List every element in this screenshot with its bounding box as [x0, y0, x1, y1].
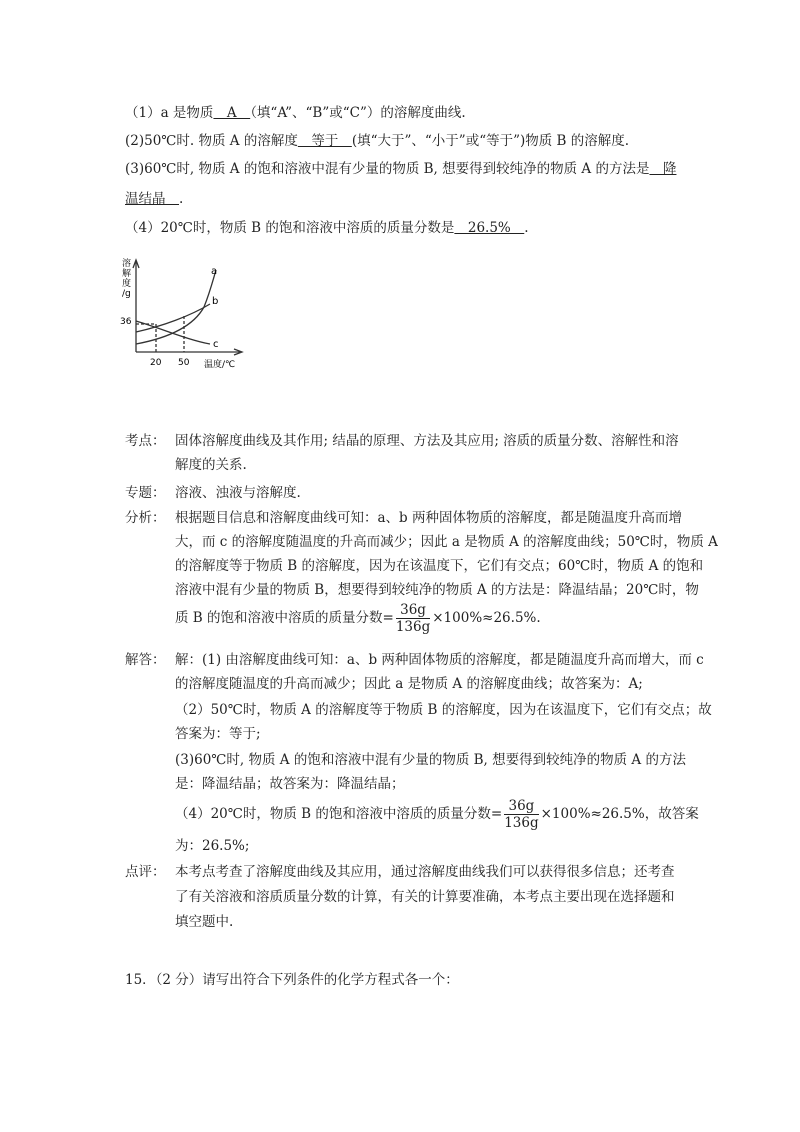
x-tick-50: 50	[178, 358, 190, 368]
fenxi-fraction	[396, 602, 430, 635]
curve-label-b: b	[212, 296, 219, 307]
kaodian-text-2: 解度的关系.	[175, 457, 247, 473]
fenxi-denominator: 136g	[395, 619, 431, 635]
jieda-denominator: 136g	[504, 815, 539, 831]
kaodian-text-1: 固体溶解度曲线及其作用; 结晶的原理、方法及其应用; 溶质的质量分数、溶解性和溶	[175, 433, 679, 449]
q14-4-text: （4）20℃时，物质 B 的饱和溶液中溶质的质量分数是	[125, 220, 455, 236]
fenxi-label: 分析：	[125, 510, 166, 526]
q14-2-text-b: (填“大于”、“小于”或“等于”)物质 B 的溶解度.	[351, 133, 630, 149]
q14-line-5	[125, 218, 529, 238]
jieda-numerator: 36g	[504, 798, 538, 815]
curve-label-c: c	[213, 339, 219, 350]
curve-b	[136, 304, 210, 332]
fenxi-text-1: 根据题目信息和溶解度曲线可知：a、b 两种固体物质的溶解度，都是随温度升高而增	[175, 510, 682, 526]
fenxi-text-5b: ×100%≈26.5%.	[432, 610, 541, 626]
jieda-text-7a: （4）20℃时，物质 B 的饱和溶液中溶质的质量分数=	[175, 806, 503, 822]
jieda-text-4: 答案为：等于;	[175, 726, 261, 742]
q14-1-text: （1）a 是物质	[125, 105, 214, 121]
kaodian-label: 考点：	[125, 433, 166, 449]
q14-3-end: .	[179, 191, 184, 207]
fenxi-text-3: 的溶解度等于物质 B 的溶解度，因为在该温度下，它们有交点；60℃时，物质 A 的饱和	[175, 558, 704, 574]
fenxi-text-4: 溶液中混有少量的物质 B，想要得到较纯净的物质 A 的方法是：降温结晶；20℃时，物	[175, 582, 699, 598]
q14-line-4	[125, 189, 183, 209]
zhuanti-label: 专题：	[125, 485, 166, 501]
q14-line-2	[125, 131, 629, 151]
y-tick-36: 36	[120, 317, 132, 327]
dianping-text-1: 本考点考查了溶解度曲线及其应用，通过溶解度曲线我们可以获得很多信息；还考查	[175, 864, 675, 880]
q14-4-end: .	[524, 220, 529, 236]
dianping-label: 点评：	[125, 864, 166, 880]
q14-line-1	[125, 103, 466, 123]
zhuanti-text: 溶液、浊液与溶解度.	[175, 485, 301, 501]
jieda-text-2: 的溶解度随温度的升高而减少；因此 a 是物质 A 的溶解度曲线；故答案为：A;	[175, 676, 643, 692]
fenxi-numerator: 36g	[396, 602, 430, 619]
q14-1-text-b: （填“A”、“B”或“C”）的溶解度曲线.	[250, 105, 466, 121]
q14-1-answer: A	[213, 105, 251, 121]
q14-4-answer: 26.5%	[454, 220, 525, 236]
ylabel-char-3: 度	[122, 279, 132, 289]
jieda-text-8: 为：26.5%;	[175, 838, 250, 854]
q14-3-answer-part2: 温结晶	[125, 191, 179, 207]
jieda-text-5: (3)60℃时, 物质 A 的饱和溶液中混有少量的物质 B, 想要得到较纯净的物质 A 的方法	[175, 752, 686, 768]
curve-label-a: a	[211, 266, 218, 277]
jieda-text-7b: ×100%≈26.5%，故答案	[540, 806, 699, 822]
ylabel-char-1: 溶	[122, 259, 132, 269]
fenxi-text-5a: 质 B 的饱和溶液中溶质的质量分数=	[175, 610, 394, 626]
x-axis-label: 温度/℃	[204, 360, 236, 370]
dianping-text-2: 了有关溶液和溶质质量分数的计算，有关的计算要准确，本考点主要出现在选择题和	[175, 889, 675, 905]
jieda-line-7	[175, 796, 699, 832]
jieda-text-6: 是：降温结晶；故答案为：降温结晶；	[175, 776, 405, 792]
q14-3-answer-part1: 降	[649, 161, 677, 177]
solubility-graph	[118, 252, 258, 387]
q14-3-text: (3)60℃时, 物质 A 的饱和溶液中混有少量的物质 B, 想要得到较纯净的物质 A 的方法是	[125, 161, 650, 177]
q14-2-answer: 等于	[297, 133, 352, 149]
dianping-text-3: 填空题中.	[175, 914, 234, 930]
fenxi-line-5	[175, 600, 541, 636]
q14-line-3	[125, 159, 676, 179]
fenxi-text-2: 大，而 c 的溶解度随温度的升高而减少；因此 a 是物质 A 的溶解度曲线；50℃时，物质 A	[175, 534, 718, 550]
q14-2-text: (2)50℃时. 物质 A 的溶解度	[125, 133, 298, 149]
jieda-text-3: （2）50℃时，物质 A 的溶解度等于物质 B 的溶解度，因为在该温度下，它们有交点；故	[175, 702, 712, 718]
ylabel-char-2: 解	[122, 269, 132, 279]
jieda-fraction	[504, 798, 538, 831]
question-15: 15．（2 分）请写出符合下列条件的化学方程式各一个：	[125, 972, 459, 988]
ylabel-char-4: /g	[122, 289, 131, 299]
jieda-label: 解答：	[125, 652, 166, 668]
jieda-text-1: 解：(1) 由溶解度曲线可知：a、b 两种固体物质的溶解度，都是随温度升高而增大，而 c	[175, 652, 704, 668]
x-tick-20: 20	[150, 358, 162, 368]
